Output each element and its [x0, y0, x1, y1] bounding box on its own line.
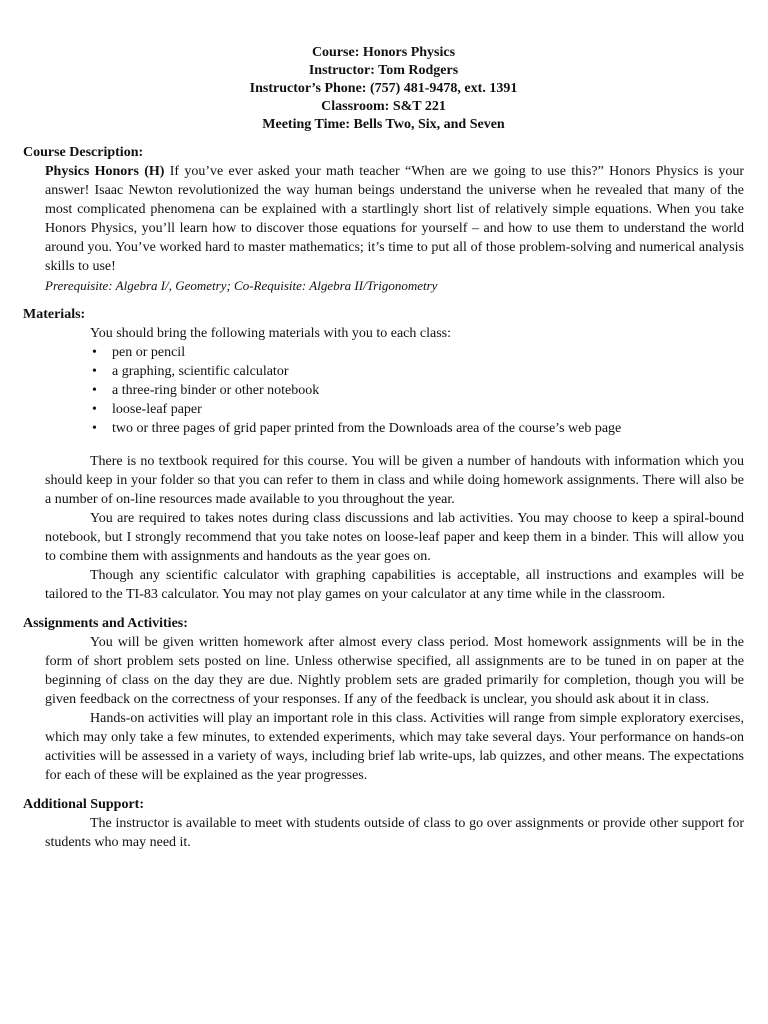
list-item-text: pen or pencil	[112, 345, 186, 360]
course-description-lead: Physics Honors (H)	[45, 164, 165, 179]
materials-intro: You should bring the following materials with you to each class:	[90, 326, 451, 341]
list-item	[92, 419, 744, 438]
assignments-heading: Assignments and Activities:	[23, 616, 188, 631]
prerequisite-note: Prerequisite: Algebra I/, Geometry; Co-Requisite: Algebra II/Trigonometry	[45, 278, 438, 293]
list-item-text: loose-leaf paper	[112, 402, 202, 417]
bullet-icon: •	[92, 345, 97, 360]
assignments-paragraph: You will be given written homework after almost every class period. Most homework assignments will be in the form of short problem sets posted on line. Unless otherwise specified, all assignments are to be tuned in on paper at the beginning of class on the day they are due. Nightly problem sets are graded primarily for completion, though you will be given feedback on the correctness of your responses. If any of the feedback is unclear, you should ask about it in class.	[45, 635, 744, 707]
instructor-name: Instructor: Tom Rodgers	[308, 63, 459, 78]
course-header	[23, 44, 744, 134]
course-description-body: If you’ve ever asked your math teacher “When are we going to use this?” Honors Physics is your answer! Isaac Newton revolutionized the way human beings understand the universe when he revealed that many of the most complicated phenomena can be explained with a startlingly short list of relatively simple equations. When you take Honors Physics, you’ll learn how to discover those equations for yourself – and how to use them to understand the world around you. You’ve worked hard to master mathematics; it’s time to put all of those problem-solving and numerical analysis skills to use!	[45, 164, 745, 274]
bullet-icon: •	[92, 383, 97, 398]
course-description-heading: Course Description:	[23, 145, 144, 160]
list-item-text: a three-ring binder or other notebook	[112, 383, 320, 398]
support-paragraph: The instructor is available to meet with students outside of class to go over assignments or provide other support for students who may need it.	[45, 816, 744, 850]
list-item	[92, 400, 744, 419]
bullet-icon: •	[92, 364, 97, 379]
classroom: Classroom: S&T 221	[321, 99, 446, 114]
course-description-text	[45, 162, 744, 276]
assignments-paragraph: Hands-on activities will play an important role in this class. Activities will range from simple exploratory exercises, which may only take a few minutes, to extended experiments, which may take several days. Your performance on hands-on activities will be assessed in a variety of ways, including brief lab write-ups, lab quizzes, and other means. The expectations for each of these will be explained as the year progresses.	[45, 711, 744, 783]
list-item	[92, 362, 744, 381]
meeting-time: Meeting Time: Bells Two, Six, and Seven	[262, 117, 505, 132]
assignments-section	[23, 615, 744, 785]
materials-list	[23, 343, 744, 438]
bullet-icon: •	[92, 402, 97, 417]
bullet-icon: •	[92, 421, 97, 436]
materials-paragraph: Though any scientific calculator with graphing capabilities is acceptable, all instructions and examples will be tailored to the TI-83 calculator. You may not play games on your calculator at any time while in the classroom.	[45, 568, 744, 602]
instructor-phone: Instructor’s Phone: (757) 481-9478, ext. 1391	[249, 81, 518, 96]
support-heading: Additional Support:	[23, 797, 144, 812]
list-item	[92, 343, 744, 362]
course-description-section	[23, 144, 744, 295]
materials-heading: Materials:	[23, 307, 86, 322]
materials-paragraph: There is no textbook required for this course. You will be given a number of handouts with information which you should keep in your folder so that you can refer to them in class and while doing homework assignments. There will also be a number of on-line resources made available to you throughout the year.	[45, 454, 744, 507]
materials-paragraph: You are required to takes notes during class discussions and lab activities. You may choose to keep a spiral-bound notebook, but I strongly recommend that you take notes on loose-leaf paper and keep them in a binder. This will allow you to combine them with assignments and handouts as the year goes on.	[45, 511, 744, 564]
course-title: Course: Honors Physics	[311, 45, 456, 60]
list-item-text: a graphing, scientific calculator	[112, 364, 289, 379]
list-item-text: two or three pages of grid paper printed from the Downloads area of the course’s web page	[112, 421, 622, 436]
list-item	[92, 381, 744, 400]
support-section	[23, 796, 744, 852]
materials-section	[23, 306, 744, 604]
